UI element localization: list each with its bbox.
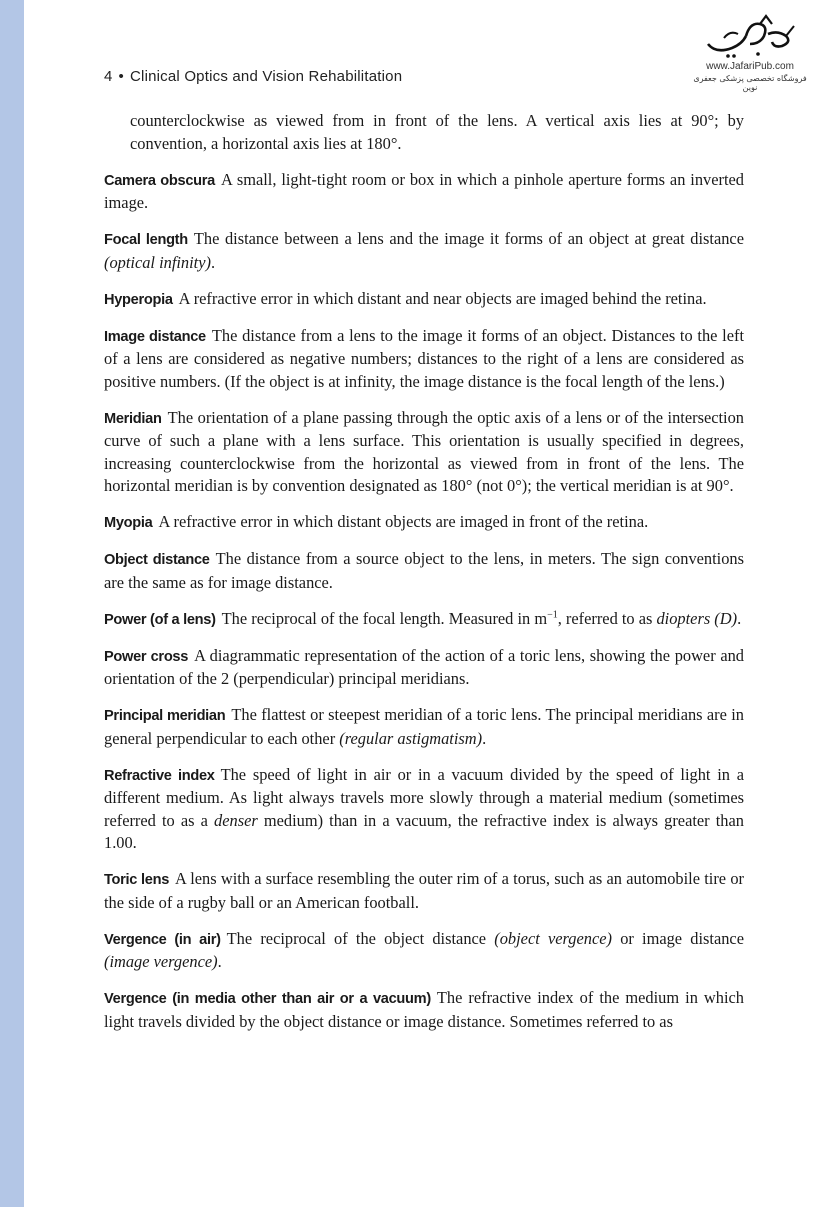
- glossary-italic: diopters (D): [656, 608, 738, 628]
- glossary-term: Focal length: [104, 232, 188, 248]
- glossary-definition: The distance between a lens and the image it forms of an object at great distance: [193, 229, 744, 248]
- glossary-term: Camera obscura: [104, 172, 215, 189]
- glossary-definition-end: medium) than in a vacuum, the refractive index is always greater than 1.00.: [104, 810, 744, 852]
- glossary-definition: The reciprocal of the object distance: [226, 928, 487, 948]
- glossary-entry-power-cross: [104, 645, 744, 691]
- glossary-term: Hyperopia: [104, 291, 173, 308]
- glossary-italic-2: (image vergence): [104, 952, 218, 971]
- continued-paragraph: counterclockwise as viewed from in front of the lens. A vertical axis lies at 90°; by convention, a horizontal axis lies at 180°.: [130, 111, 744, 153]
- glossary-entry-vergence-in-air: [104, 928, 744, 974]
- jafari-logo-icon: [702, 14, 798, 60]
- glossary-term: Refractive index: [104, 767, 215, 784]
- logo-url: www.JafariPub.com: [706, 61, 794, 72]
- publisher-logo: [690, 14, 810, 104]
- glossary-entry-focal-length: [104, 228, 744, 274]
- glossary-term: Vergence (in air): [104, 931, 221, 948]
- glossary-entry-myopia: [104, 511, 744, 535]
- glossary-definition-cont: , referred to as: [557, 608, 653, 628]
- glossary-entry-vergence-in-media: [104, 987, 744, 1033]
- glossary-entry-hyperopia: [104, 288, 744, 312]
- glossary-body: [104, 110, 744, 1047]
- glossary-definition: The distance from a source object to the lens, in meters. The sign conventions are the same as for image distance.: [104, 549, 744, 592]
- glossary-italic: (regular astigmatism): [339, 728, 483, 748]
- glossary-entry-image-distance: [104, 325, 744, 394]
- glossary-definition: The refractive index of the medium in which light travels divided by the object distance or image distance. Sometimes referred to as: [104, 988, 744, 1031]
- page-edge-color-bar: [0, 0, 24, 1207]
- glossary-italic: (object vergence): [494, 928, 612, 948]
- glossary-entry-camera-obscura: [104, 169, 744, 215]
- glossary-definition-end: .: [482, 728, 487, 748]
- glossary-definition: A lens with a surface resembling the outer rim of a torus, such as an automobile tire or the side of a rugby ball or an American football.: [104, 869, 744, 912]
- glossary-superscript: −1: [547, 609, 558, 621]
- glossary-entry-power: [104, 608, 744, 632]
- glossary-definition: The speed of light in air or in a vacuum divided by the speed of light in a different medium. As light always travels more slowly through a material medium (sometimes referred to as a: [104, 764, 744, 830]
- glossary-definition-end: .: [210, 252, 216, 272]
- glossary-entry-object-distance: [104, 548, 744, 594]
- glossary-definition: A diagrammatic representation of the action of a toric lens, showing the power and orientation of the 2 (perpendicular) principal meridians.: [104, 645, 744, 688]
- glossary-term: Myopia: [104, 515, 153, 531]
- header-bullet: •: [118, 68, 124, 85]
- glossary-term: Meridian: [104, 410, 162, 427]
- glossary-entry-refractive-index: [104, 764, 744, 855]
- glossary-term: Vergence (in media other than air or a vacuum): [104, 991, 431, 1007]
- glossary-italic: (optical infinity): [104, 252, 211, 272]
- glossary-definition: The flattest or steepest meridian of a toric lens. The principal meridians are in general perpendicular to each other: [104, 705, 744, 748]
- glossary-definition: The distance from a lens to the image it forms of an object. Distances to the left of a lens are considered as negative numbers; distances to the right of a lens are considered as positive numbers. (If the object is at infinity, the image distance is the focal length of the lens.): [104, 325, 744, 391]
- page-number: 4: [104, 68, 113, 85]
- glossary-entry-toric-lens: [104, 868, 744, 914]
- glossary-definition: A small, light-tight room or box in which a pinhole aperture forms an inverted image.: [104, 169, 744, 212]
- glossary-definition: A refractive error in which distant and near objects are imaged behind the retina.: [178, 288, 707, 308]
- glossary-definition: A refractive error in which distant objects are imaged in front of the retina.: [158, 512, 649, 531]
- glossary-definition: The reciprocal of the focal length. Measured in m: [221, 608, 548, 628]
- glossary-definition-end: .: [737, 608, 742, 628]
- glossary-definition-cont: or image distance: [620, 928, 744, 948]
- glossary-italic: denser: [214, 810, 258, 830]
- glossary-definition: The orientation of a plane passing through the optic axis of a lens or of the intersection curve of such a plane with a lens surface. This orientation is usually specified in degrees, increasing counterclockwise from the horizontal as viewed from in front of the lens. The horizontal meridian is by convention designated as 180° (not 0°); the vertical meridian is at 90°.: [104, 407, 744, 495]
- book-title: Clinical Optics and Vision Rehabilitation: [130, 68, 403, 85]
- running-header: [104, 68, 402, 85]
- glossary-term: Image distance: [104, 328, 206, 345]
- glossary-entry-meridian: [104, 407, 744, 498]
- logo-tagline: فروشگاه تخصصی پزشکی جعفری نوین: [693, 74, 807, 92]
- glossary-term: Object distance: [104, 552, 210, 568]
- glossary-term: Toric lens: [104, 872, 170, 888]
- glossary-term: Power cross: [104, 648, 189, 665]
- glossary-term: Principal meridian: [104, 708, 226, 724]
- glossary-term: Power (of a lens): [104, 611, 216, 628]
- glossary-definition-end: .: [217, 952, 222, 971]
- glossary-entry-principal-meridian: [104, 704, 744, 750]
